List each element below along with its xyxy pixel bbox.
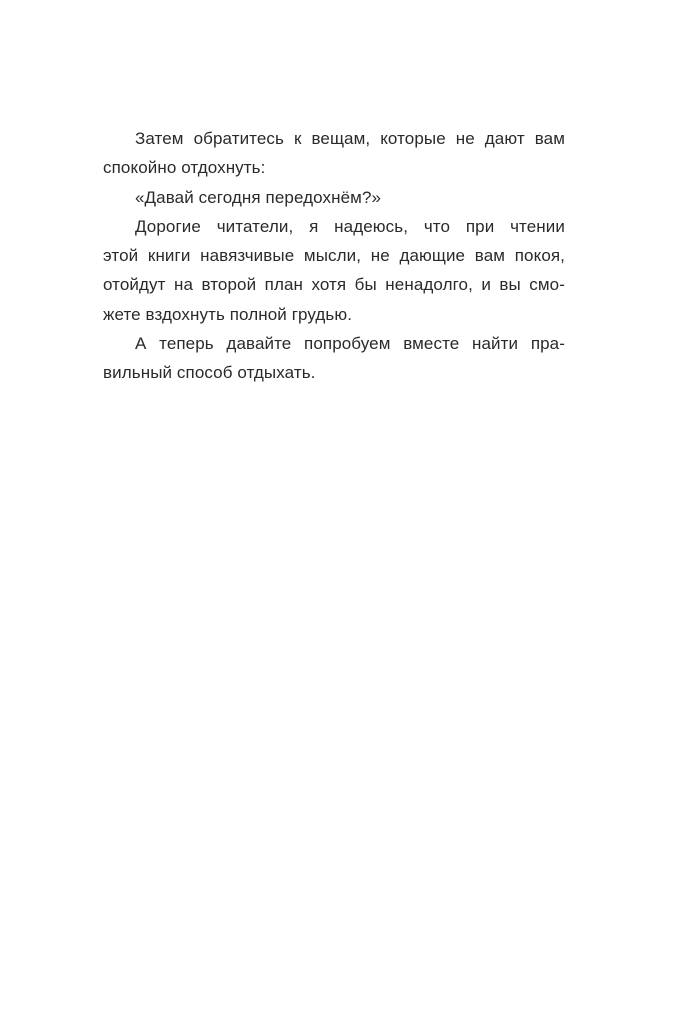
- paragraph-1-line-1: Затем обратитесь к вещам, которые не дают вам: [135, 129, 565, 148]
- body-text: [103, 124, 565, 388]
- paragraph-4-line-1: А теперь давайте попробуем вместе найти пра-: [135, 334, 565, 354]
- paragraph-3-line-1: Дорогие читатели, я надеюсь, что при чтении: [135, 216, 565, 236]
- paragraph-3-line-2: этой книги навязчивые мысли, не дающие вам покоя,: [103, 246, 565, 266]
- paragraph-4-line-2: вильный способ отдыхать.: [103, 363, 316, 383]
- paragraph-2-line-1: «Давай сегодня передохнём?»: [135, 187, 382, 207]
- paragraph-3-line-3: отойдут на второй план хотя бы ненадолго, и вы смо-: [103, 275, 565, 295]
- paragraph-3-line-4: жете вздохнуть полной грудью.: [103, 304, 353, 324]
- paragraph-1-line-2: спокойно отдохнуть:: [103, 158, 266, 178]
